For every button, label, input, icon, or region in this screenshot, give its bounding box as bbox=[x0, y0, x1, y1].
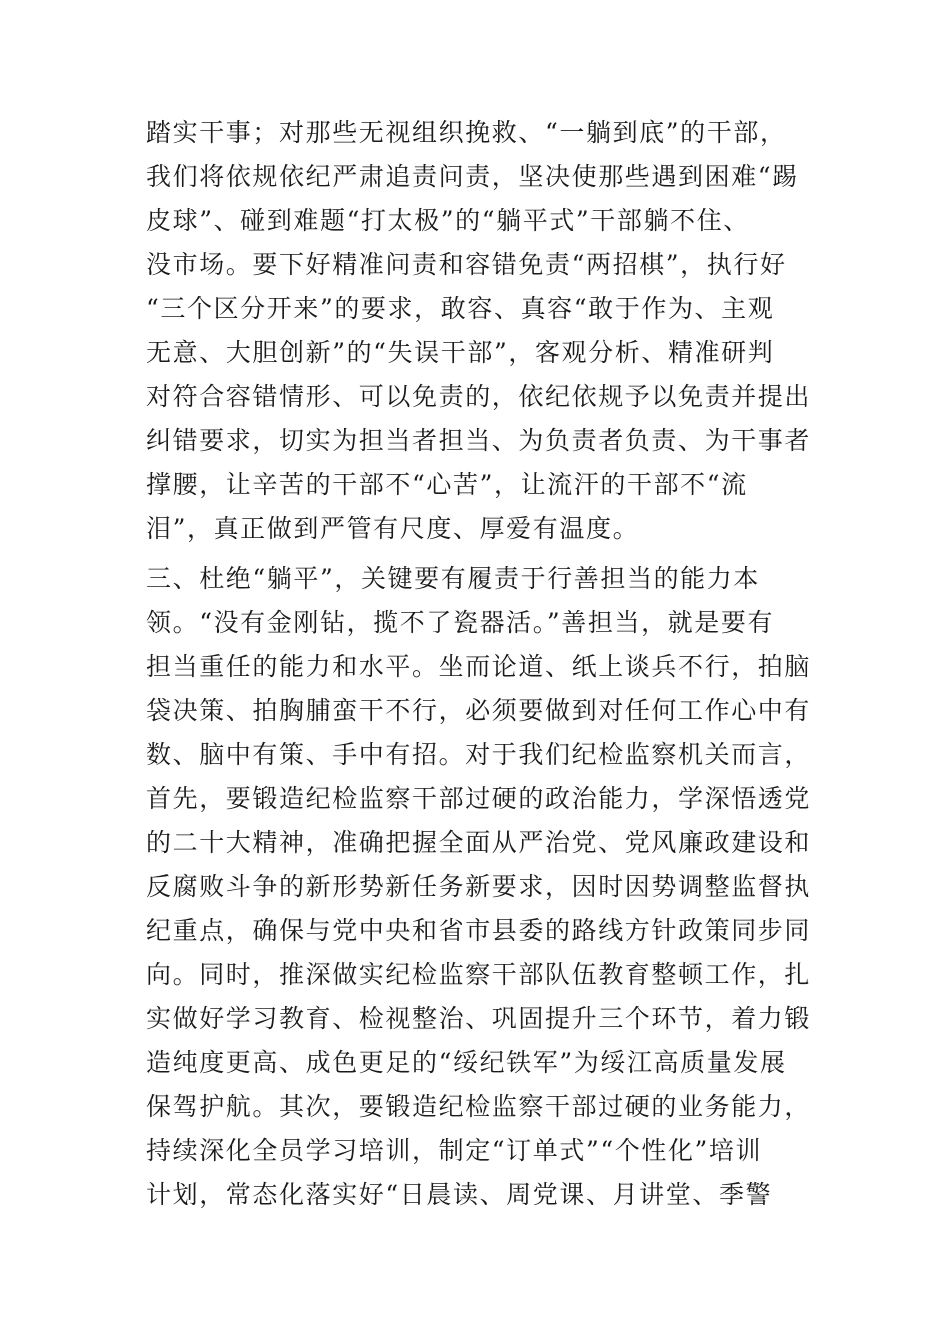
paragraph-line: 皮球”、碰到难题“打太极”的“躺平式”干部躺不住、 bbox=[146, 206, 750, 235]
paragraph-line: 我们将依规依纪严肃追责问责，坚决使那些遇到困难“踢 bbox=[146, 162, 799, 191]
paragraph-line: 无意、大胆创新”的“失误干部”，客观分析、精准研判 bbox=[146, 338, 775, 367]
paragraph-line: 踏实干事；对那些无视组织挽救、“一躺到底”的干部， bbox=[146, 118, 787, 147]
paragraph-line: 撑腰，让辛苦的干部不“心苦”，让流汗的干部不“流 bbox=[146, 470, 748, 499]
paragraph-line: 计划，常态化落实好“日晨读、周党课、月讲堂、季警 bbox=[146, 1180, 773, 1209]
section-heading-line: 三、杜绝“躺平”，关键要有履责于行善担当的能力本 bbox=[146, 564, 760, 593]
paragraph-line: 对符合容错情形、可以免责的，依纪依规予以免责并提出 bbox=[146, 382, 812, 411]
paragraph-line: 的二十大精神，准确把握全面从严治党、党风廉政建设和 bbox=[146, 828, 812, 857]
paragraph-line: 担当重任的能力和水平。坐而论道、纸上谈兵不行，拍脑 bbox=[146, 652, 812, 681]
paragraph-line: 实做好学习教育、检视整治、巩固提升三个环节，着力锻 bbox=[146, 1004, 812, 1033]
paragraph-line: 纠错要求，切实为担当者担当、为负责者负责、为干事者 bbox=[146, 426, 812, 455]
paragraph-line: 袋决策、拍胸脯蛮干不行，必须要做到对任何工作心中有 bbox=[146, 696, 812, 725]
paragraph-line: 持续深化全员学习培训，制定“订单式”“个性化”培训 bbox=[146, 1136, 763, 1165]
paragraph-line: 保驾护航。其次，要锻造纪检监察干部过硬的业务能力， bbox=[146, 1092, 812, 1121]
paragraph-line: 数、脑中有策、手中有招。对于我们纪检监察机关而言， bbox=[146, 740, 812, 769]
paragraph-line: 领。“没有金刚钻，揽不了瓷器活。”善担当，就是要有 bbox=[146, 608, 775, 637]
paragraph-line: 纪重点，确保与党中央和省市县委的路线方针政策同步同 bbox=[146, 916, 812, 945]
paragraph-line: 没市场。要下好精准问责和容错免责“两招棋”，执行好 bbox=[146, 250, 787, 279]
paragraph-line: 泪”，真正做到严管有尺度、厚爱有温度。 bbox=[146, 514, 640, 543]
paragraph-line: 首先，要锻造纪检监察干部过硬的政治能力，学深悟透党 bbox=[146, 784, 812, 813]
paragraph-line: 反腐败斗争的新形势新任务新要求，因时因势调整监督执 bbox=[146, 872, 812, 901]
paragraph-line: 向。同时，推深做实纪检监察干部队伍教育整顿工作，扎 bbox=[146, 960, 812, 989]
paragraph-line: 造纯度更高、成色更足的“绥纪铁军”为绥江高质量发展 bbox=[146, 1048, 787, 1077]
paragraph-line: “三个区分开来”的要求，敢容、真容“敢于作为、主观 bbox=[146, 294, 775, 323]
